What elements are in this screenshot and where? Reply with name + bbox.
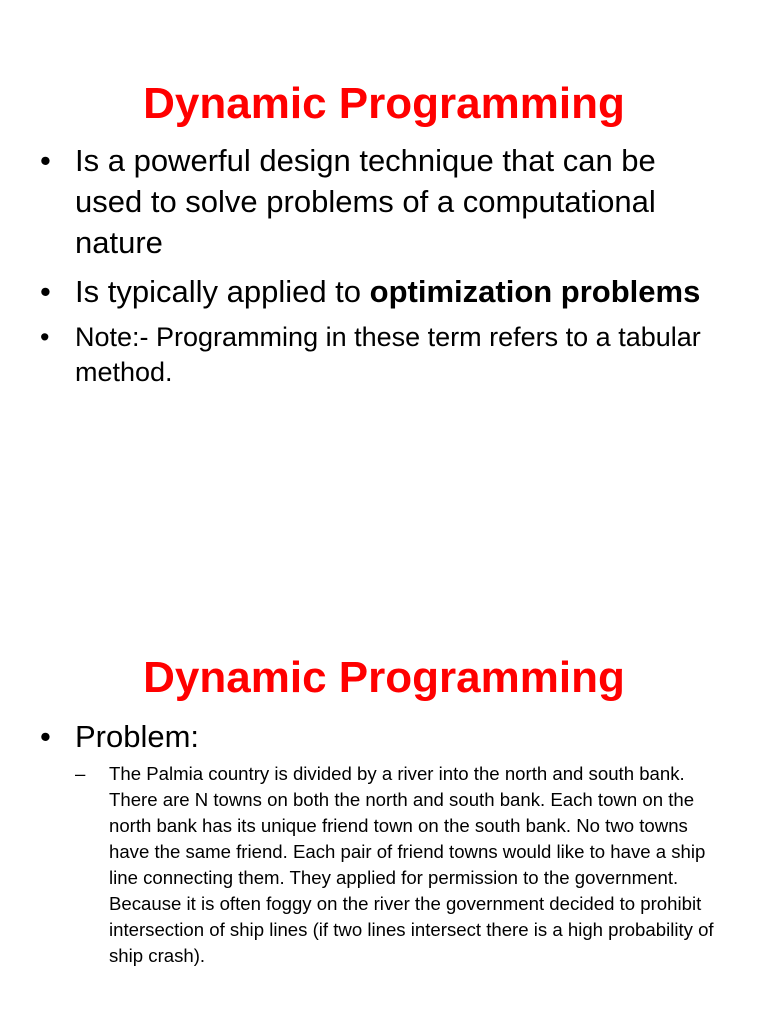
bullet-icon: • <box>40 322 50 352</box>
bullet-item <box>40 140 730 263</box>
bullet-item <box>40 716 730 969</box>
slide-2 <box>0 512 768 1024</box>
bullet-list <box>40 716 730 977</box>
bullet-item <box>40 320 730 390</box>
dash-icon: – <box>75 763 86 784</box>
bullet-bold-text: optimization problems <box>369 274 701 309</box>
bullet-icon: • <box>40 719 51 754</box>
sub-bullet-text: The Palmia country is divided by a river into the north and south bank. There are N towns on both the north and south bank. Each town on the north bank has its unique friend town on the south bank. No two towns have the same friend. Each pair of friend towns would like to have a ship line connecting them. They applied for permission to the government. Because it is often foggy on the river the government decided to prohibit intersection of ship lines (if two lines intersect there is a high probability of ship crash). <box>109 763 714 966</box>
bullet-list <box>40 140 730 390</box>
bullet-icon: • <box>40 143 51 178</box>
bullet-text: Note:- Programming in these term refers to a tabular method. <box>75 322 701 387</box>
slide-title: Dynamic Programming <box>143 79 625 129</box>
bullet-item <box>40 271 730 312</box>
sub-bullet-list <box>75 761 730 969</box>
bullet-text: Is typically applied to <box>75 274 370 309</box>
bullet-icon: • <box>40 274 51 309</box>
slide-title: Dynamic Programming <box>143 653 625 703</box>
sub-bullet-item <box>75 761 730 969</box>
bullet-text: Is a powerful design technique that can be used to solve problems of a computational nature <box>75 143 656 260</box>
bullet-text: Problem: <box>75 719 200 754</box>
